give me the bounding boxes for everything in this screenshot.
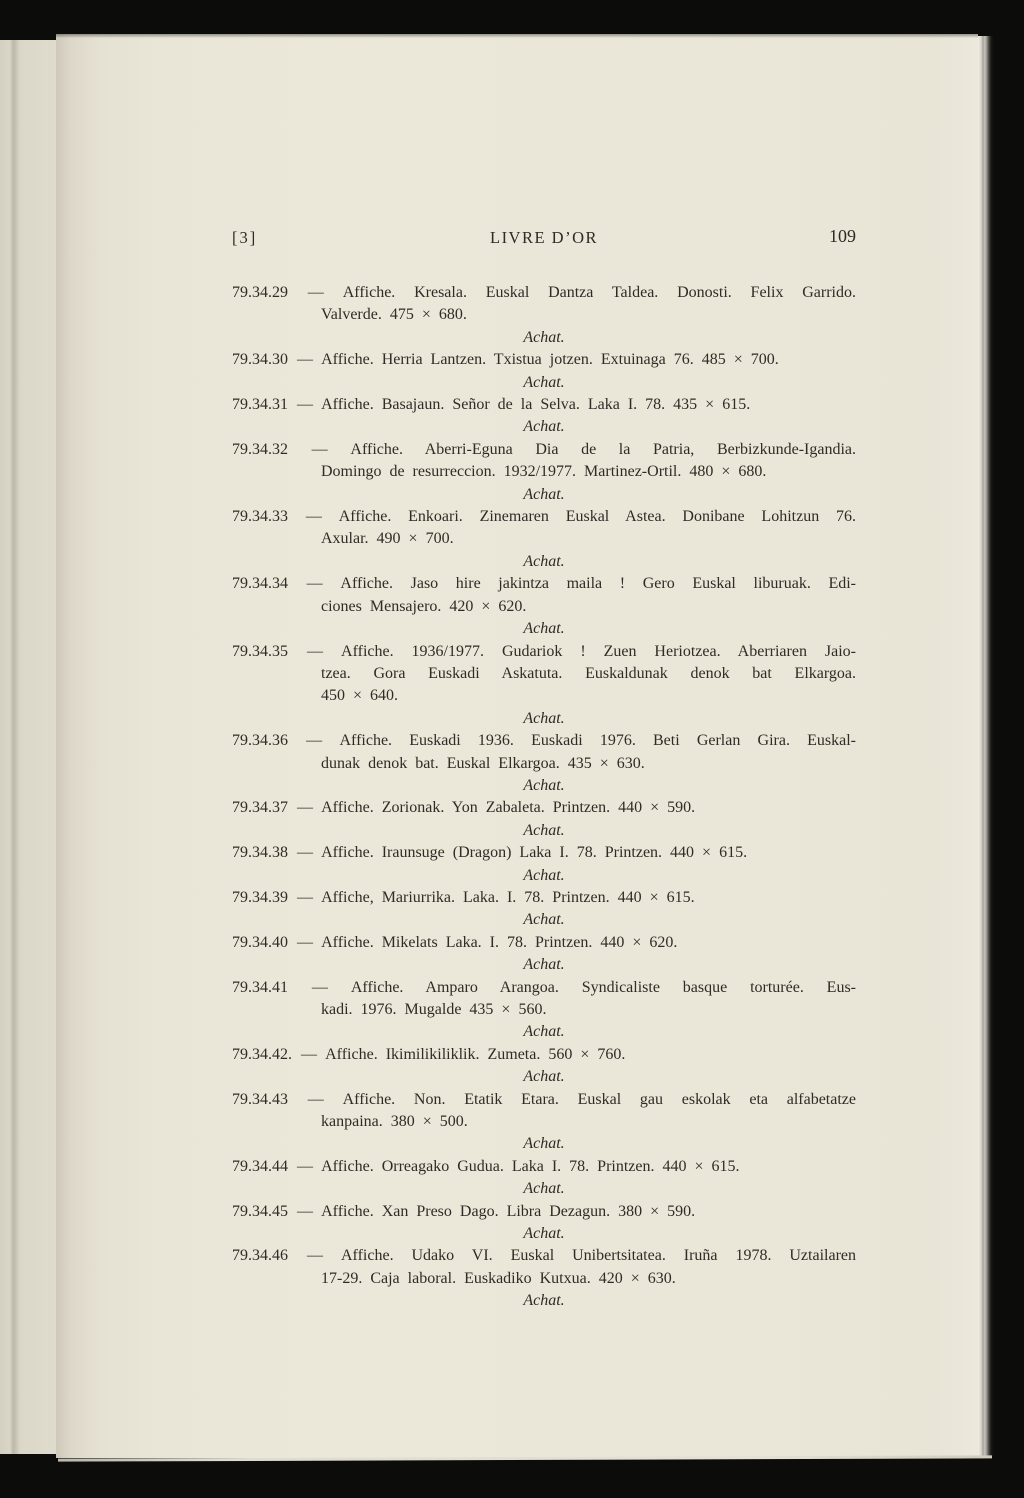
entry-line	[232, 1245, 856, 1267]
entry-number: 79.34.42.	[232, 1045, 292, 1063]
entry-text: Affiche. Xan Preso Dago. Libra Dezagun. 380 × 590.	[321, 1202, 696, 1220]
entry-number: 79.34.33	[232, 508, 288, 526]
entry-text: Affiche. Iraunsuge (Dragon) Laka I. 78. Printzen. 440 × 615.	[321, 844, 748, 862]
entry-note: Achat.	[523, 709, 565, 727]
catalog-entry	[232, 1044, 856, 1089]
entry-text: Affiche. Basajaun. Señor de la Selva. Laka I. 78. 435 × 615.	[321, 396, 751, 414]
entry-number: 79.34.43	[232, 1090, 288, 1108]
catalog-entry	[232, 641, 856, 731]
book-page	[56, 34, 978, 1458]
em-dash: —	[306, 732, 323, 750]
catalog-entry	[232, 1201, 856, 1246]
catalog-entry	[232, 439, 856, 506]
catalog-entry	[232, 932, 856, 977]
catalog-entries	[232, 282, 856, 1313]
catalog-entry	[232, 573, 856, 640]
em-dash: —	[306, 1247, 323, 1265]
entry-note: Achat.	[523, 911, 565, 929]
entry-note: Achat.	[523, 1292, 565, 1310]
entry-note: Achat.	[523, 328, 565, 346]
em-dash: —	[297, 396, 313, 414]
entry-line: kanpaina. 380 × 500.	[321, 1113, 468, 1131]
entry-number: 79.34.30	[232, 351, 288, 369]
em-dash: —	[297, 933, 313, 951]
entry-text: Affiche. Mikelats Laka. I. 78. Printzen. 440 × 620.	[321, 933, 678, 951]
entry-number: 79.34.39	[232, 888, 288, 906]
entry-line: ciones Mensajero. 420 × 620.	[321, 597, 527, 615]
entry-note: Achat.	[523, 620, 565, 638]
entry-number: 79.34.37	[232, 799, 288, 817]
entry-line	[232, 439, 856, 461]
entry-line	[232, 1044, 856, 1066]
section-marker: [3]	[232, 228, 258, 247]
entry-note: Achat.	[523, 418, 565, 436]
entry-line: Valverde. 475 × 680.	[321, 306, 467, 324]
entry-text: Affiche. Ikimilikiliklik. Zumeta. 560 × 760.	[325, 1045, 626, 1063]
entry-text: Affiche. Orreagako Gudua. Laka I. 78. Printzen. 440 × 615.	[321, 1157, 740, 1175]
catalog-entry	[232, 1089, 856, 1156]
em-dash: —	[307, 1090, 324, 1108]
em-dash: —	[301, 1045, 317, 1063]
entry-note: Achat.	[523, 485, 565, 503]
entry-number: 79.34.38	[232, 844, 288, 862]
entry-number: 79.34.35	[232, 642, 288, 660]
em-dash: —	[297, 799, 313, 817]
em-dash: —	[306, 575, 323, 593]
catalog-entry	[232, 797, 856, 842]
entry-note: Achat.	[523, 821, 565, 839]
catalog-entry	[232, 349, 856, 394]
entry-line: Axular. 490 × 700.	[321, 530, 454, 548]
entry-note: Achat.	[523, 373, 565, 391]
fore-edge-page-stack	[978, 36, 994, 1456]
catalog-entry	[232, 887, 856, 932]
entry-note: Achat.	[523, 1068, 565, 1086]
catalog-entry	[232, 977, 856, 1044]
entry-note: Achat.	[523, 1135, 565, 1153]
entry-text: Affiche. Kresala. Euskal Dantza Taldea. Donosti. Felix Garrido.	[342, 284, 857, 301]
entry-line	[232, 506, 856, 528]
entry-number: 79.34.32	[232, 440, 288, 458]
em-dash: —	[297, 1202, 313, 1220]
entry-note: Achat.	[523, 1023, 565, 1041]
em-dash: —	[297, 351, 313, 369]
em-dash: —	[311, 440, 328, 458]
gutter-page-edge	[0, 40, 58, 1454]
entry-note: Achat.	[523, 1180, 565, 1198]
entry-text: Affiche. 1936/1977. Gudariok ! Zuen Heriotzea. Aberriaren Jaio-	[341, 642, 857, 660]
catalog-entry	[232, 282, 856, 349]
entry-text: Affiche. Euskadi 1936. Euskadi 1976. Beti Gerlan Gira. Euskal-	[339, 732, 856, 750]
catalog-entry	[232, 1245, 856, 1312]
page-number: 109	[829, 226, 856, 246]
entry-number: 79.34.46	[232, 1247, 288, 1265]
entry-text: Affiche. Udako VI. Euskal Unibertsitatea. Iruña 1978. Uztailaren	[341, 1247, 857, 1265]
entry-number: 79.34.45	[232, 1202, 288, 1220]
entry-line: 450 × 640.	[321, 687, 399, 705]
running-title: LIVRE D’OR	[489, 228, 599, 247]
em-dash: —	[297, 888, 313, 906]
em-dash: —	[307, 284, 324, 301]
entry-line	[232, 349, 856, 371]
entry-line: 17-29. Caja laboral. Euskadiko Kutxua. 420 × 630.	[321, 1269, 676, 1287]
entry-number: 79.34.29	[232, 284, 288, 301]
catalog-entry	[232, 1156, 856, 1201]
entry-note: Achat.	[523, 956, 565, 974]
entry-line	[232, 932, 856, 954]
catalog-entry	[232, 506, 856, 573]
catalog-entry	[232, 394, 856, 439]
entry-note: Achat.	[523, 776, 565, 794]
entry-text: Affiche. Herria Lantzen. Txistua jotzen. Extuinaga 76. 485 × 700.	[321, 351, 779, 369]
entry-text: Affiche. Jaso hire jakintza maila ! Gero Euskal liburuak. Edi-	[340, 575, 857, 593]
entry-text: Affiche. Zorionak. Yon Zabaleta. Printzen. 440 × 590.	[321, 799, 696, 817]
entry-number: 79.34.36	[232, 732, 288, 750]
catalog-entry	[232, 842, 856, 887]
entry-number: 79.34.40	[232, 933, 288, 951]
entry-text: Affiche. Amparo Arangoa. Syndicaliste basque torturée. Eus-	[350, 978, 857, 996]
entry-note: Achat.	[523, 866, 565, 884]
entry-number: 79.34.41	[232, 978, 288, 996]
entry-line	[232, 842, 856, 864]
entry-line	[232, 282, 856, 304]
em-dash: —	[306, 642, 323, 660]
entry-line	[232, 641, 856, 663]
entry-text: Affiche. Enkoari. Zinemaren Euskal Astea. Donibane Lohitzun 76.	[338, 508, 857, 526]
entry-number: 79.34.44	[232, 1157, 288, 1175]
entry-line: dunak denok bat. Euskal Elkargoa. 435 × 630.	[321, 754, 645, 772]
entry-line	[232, 1201, 856, 1223]
entry-text: Affiche. Non. Etatik Etara. Euskal gau eskolak eta alfabetatze	[342, 1090, 856, 1108]
catalog-entry	[232, 730, 856, 797]
entry-line: kadi. 1976. Mugalde 435 × 560.	[321, 1001, 547, 1018]
em-dash: —	[311, 978, 328, 996]
page-top-shadow	[56, 34, 978, 38]
entry-line	[232, 1156, 856, 1178]
entry-line	[232, 977, 856, 999]
entry-line: Domingo de resurreccion. 1932/1977. Martinez-Ortil. 480 × 680.	[321, 463, 767, 481]
entry-number: 79.34.31	[232, 396, 288, 414]
entry-line	[232, 1089, 856, 1111]
entry-line	[232, 394, 856, 416]
em-dash: —	[305, 508, 322, 526]
em-dash: —	[297, 844, 313, 862]
entry-line: tzea. Gora Euskadi Askatuta. Euskaldunak denok bat Elkargoa.	[321, 664, 856, 682]
entry-line	[232, 887, 856, 909]
entry-line	[232, 797, 856, 819]
em-dash: —	[297, 1157, 313, 1175]
page-header	[232, 227, 856, 251]
entry-text: Affiche. Aberri-Eguna Dia de la Patria, Berbizkunde-Igandia.	[350, 440, 856, 458]
entry-line	[232, 730, 856, 752]
entry-line	[232, 573, 856, 595]
entry-number: 79.34.34	[232, 575, 288, 593]
entry-note: Achat.	[523, 552, 565, 570]
entry-note: Achat.	[523, 1225, 565, 1243]
entry-text: Affiche, Mariurrika. Laka. I. 78. Printzen. 440 × 615.	[321, 888, 695, 906]
